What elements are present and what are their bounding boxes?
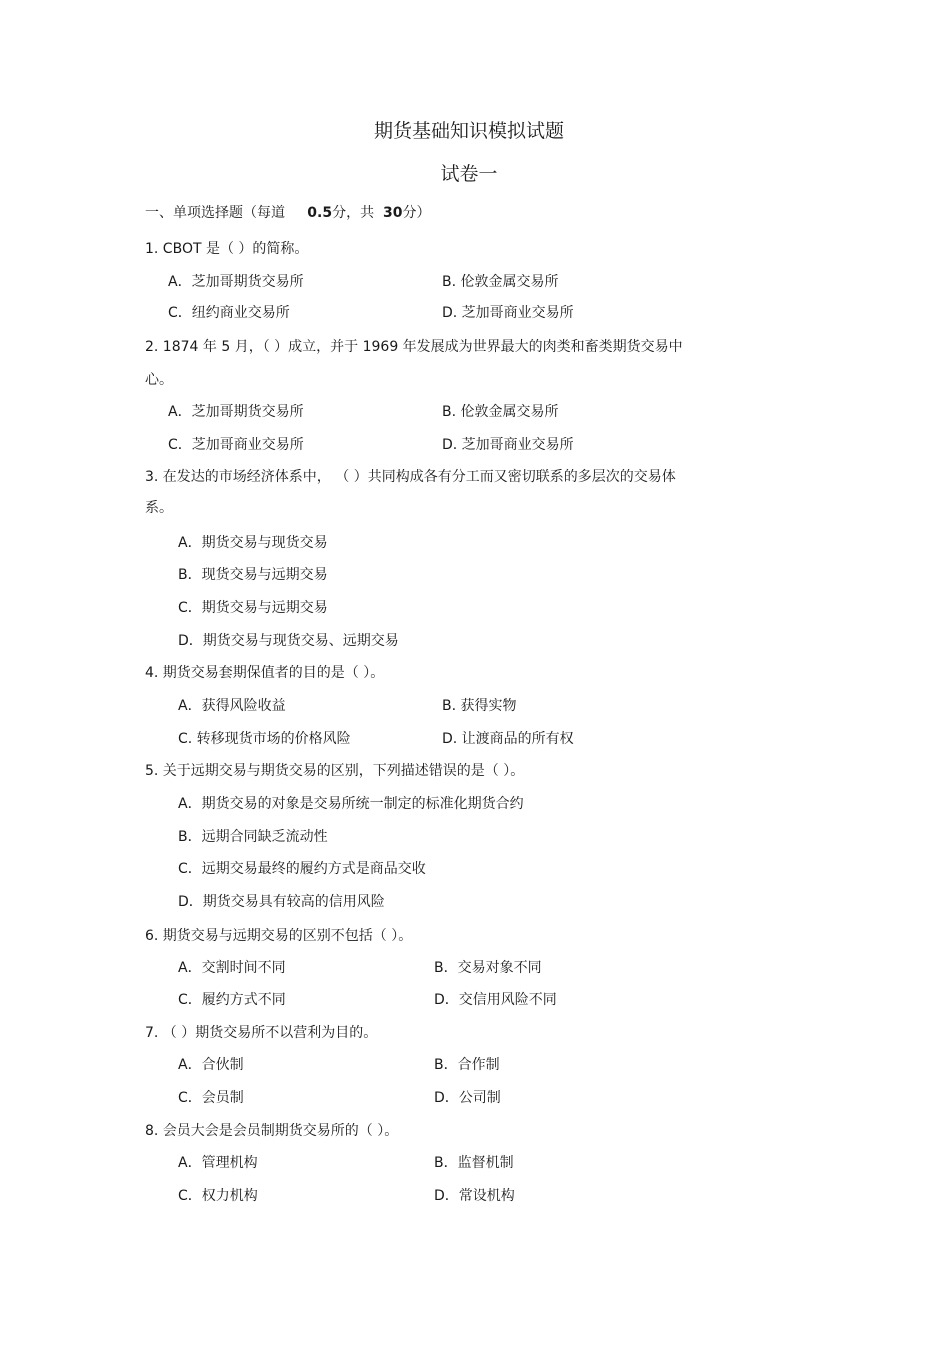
question-4-stem: 4. 期货交易套期保值者的目的是（ ）。 [145, 665, 385, 681]
question-7-stem: 7. （ ）期货交易所不以营利为目的。 [145, 1025, 378, 1041]
question-3-stem: 3. 在发达的市场经济体系中， （ ）共同构成各有分工而又密切联系的多层次的交易体 [145, 469, 676, 485]
question-2-stem: 2. 1874 年 5 月，（ ）成立，并于 1969 年发展成为世界最大的肉类和畜类期货交易中 [145, 339, 683, 355]
question-6-option-c: C．履约方式不同 [178, 992, 286, 1008]
question-6-stem: 6. 期货交易与远期交易的区别不包括（ ）。 [145, 928, 413, 944]
section-heading-mid: 分，共 [332, 205, 375, 221]
question-6-option-a: A．交割时间不同 [178, 960, 286, 976]
document-title: 期货基础知识模拟试题 [373, 120, 564, 142]
document-subtitle: 试卷一 [440, 163, 498, 185]
question-1-option-d: D. 芝加哥商业交易所 [442, 305, 574, 321]
section-points: 0.5 [307, 205, 333, 221]
question-8-option-a: A．管理机构 [178, 1155, 258, 1171]
question-1-option-a: A．芝加哥期货交易所 [168, 274, 304, 290]
section-heading-suffix: 分） [402, 205, 431, 221]
question-8-option-b: B．监督机制 [434, 1155, 514, 1171]
question-2-option-c: C．芝加哥商业交易所 [168, 437, 304, 453]
question-4-option-b: B. 获得实物 [442, 698, 517, 714]
section-total: 30 [382, 205, 403, 221]
question-4-option-a: A．获得风险收益 [178, 698, 286, 714]
question-7-option-d: D．公司制 [434, 1090, 501, 1106]
question-4-option-d: D. 让渡商品的所有权 [442, 731, 574, 747]
question-7-option-b: B．合作制 [434, 1057, 500, 1073]
question-1-stem: 1. CBOT 是（ ）的简称。 [145, 241, 309, 257]
question-2-option-b: B. 伦敦金属交易所 [442, 404, 559, 420]
question-7-option-a: A．合伙制 [178, 1057, 244, 1073]
question-6-option-d: D．交信用风险不同 [434, 992, 557, 1008]
question-4-option-c: C. 转移现货市场的价格风险 [178, 731, 351, 747]
question-1-option-b: B. 伦敦金属交易所 [442, 274, 559, 290]
question-8-option-c: C．权力机构 [178, 1188, 258, 1204]
question-8-option-d: D．常设机构 [434, 1188, 515, 1204]
question-3-option-a: A．期货交易与现货交易 [178, 535, 328, 551]
question-3-option-c: C．期货交易与远期交易 [178, 600, 328, 616]
question-2-option-d: D. 芝加哥商业交易所 [442, 437, 574, 453]
question-5-option-c: C．远期交易最终的履约方式是商品交收 [178, 861, 426, 877]
question-2-option-a: A．芝加哥期货交易所 [168, 404, 304, 420]
question-2-stem-cont: 心。 [145, 372, 173, 388]
question-7-option-c: C．会员制 [178, 1090, 244, 1106]
question-8-stem: 8. 会员大会是会员制期货交易所的（ ）。 [145, 1123, 399, 1139]
question-5-stem: 5. 关于远期交易与期货交易的区别，下列描述错误的是（ ）。 [145, 763, 525, 779]
section-heading-prefix: 一、单项选择题（每道 [145, 205, 285, 221]
question-6-option-b: B．交易对象不同 [434, 960, 542, 976]
question-3-option-d: D．期货交易与现货交易、远期交易 [178, 633, 399, 649]
question-5-option-a: A．期货交易的对象是交易所统一制定的标准化期货合约 [178, 796, 524, 812]
section-heading [145, 204, 430, 222]
question-3-stem-cont: 系。 [145, 500, 173, 516]
question-3-option-b: B．现货交易与远期交易 [178, 567, 328, 583]
question-1-option-c: C．纽约商业交易所 [168, 305, 290, 321]
question-5-option-d: D．期货交易具有较高的信用风险 [178, 894, 385, 910]
question-5-option-b: B．远期合同缺乏流动性 [178, 829, 328, 845]
